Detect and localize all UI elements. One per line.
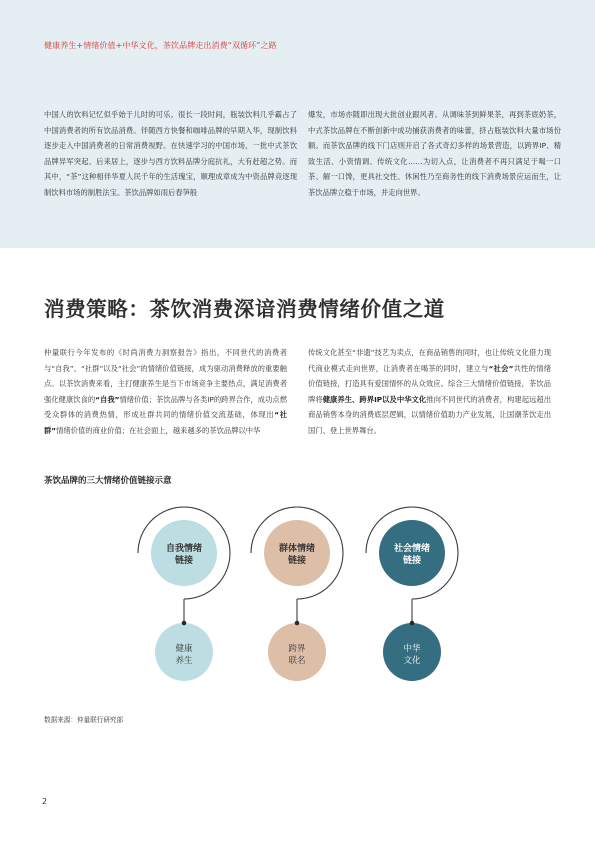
top-node-label-line2: 链接	[174, 556, 194, 566]
top-node-label-line1: 社会情绪	[393, 544, 431, 554]
bottom-node-label-line1: 健康	[175, 644, 193, 654]
top-node-label-line2: 链接	[402, 556, 422, 566]
emphasis-text: “自我”	[95, 394, 120, 404]
body-text: 传统文化甚至“非遗”技艺为卖点，在商品销售的同时，也让传统文化借力现代商业模式走向世界，让消费者在喝茶的同时，建立与	[308, 348, 551, 373]
connector-dot	[182, 621, 187, 626]
emphasis-text: “社会”	[488, 363, 514, 373]
bottom-node-label-line2: 养生	[175, 656, 193, 666]
body-paragraph-left	[44, 345, 287, 439]
top-node-label-line2: 链接	[287, 556, 307, 566]
bottom-node-label-line1: 中华	[403, 644, 421, 654]
bottom-node-label-line2: 联名	[288, 656, 306, 666]
intro-paragraph-right: 爆发，市场亦随即出现大批创业跟风者。从调味茶到鲜果茶，再到茶底奶茶，中式茶饮品牌在不断创新中成功捕获消费者的味蕾，挤占瓶装饮料大量市场份额。而茶饮品牌的线下门店则开启了各式奇幻多样的场景营造，以跨界IP、精致生活、小资情调、传统文化……为切入点，让消费者不再只满足于喝一口茶、解一口馋，更具社交性、休闲性乃至商务性的线下消费场景应运而生，让茶饮品牌立稳于市场，并走向世界。	[308, 110, 561, 197]
page-number: 2	[42, 797, 48, 806]
data-source-note: 数据来源：仲量联行研究部	[44, 716, 124, 724]
top-node-label-line1: 群体情绪	[278, 544, 316, 554]
section-title: 消费策略：茶饮消费深谙消费情绪价值之道	[44, 297, 445, 321]
body-text: 共性的情绪价值链接，打造具有爱国情怀的从众效应。综合三大情绪价值链接，茶饮品牌将	[308, 363, 552, 404]
emphasis-text: 健康养生、跨界IP以及中华文化	[322, 394, 427, 404]
top-node-label-line1: 自我情绪	[165, 544, 203, 554]
body-text: 仲量联行今年发布的《时尚消费力洞察报告》指出，不同世代的消费者与“自我”、“社群”以及“社会”的情绪价值链接，成为驱动消费释放的重要触点。以茶饮消费来看，主打健康养生是当下市场竞争主要热点，满足消费者强化健康饮食的	[44, 348, 287, 404]
diagram-caption: 茶饮品牌的三大情绪价值链接示意	[44, 476, 172, 486]
body-text: 情绪价值的商业价值；在社会面上，越来越多的茶饮品牌以中华	[56, 425, 261, 435]
emotional-value-diagram	[0, 500, 595, 700]
body-text: 情绪价值；茶饮品牌与各类IP的跨界合作，成功点燃受众群体的消费热情，形成社群共同的情绪价值交流基础，体现出	[44, 394, 287, 420]
connector-dot	[410, 621, 415, 626]
body-paragraph-right	[308, 345, 551, 439]
bottom-node-label-line1: 跨界	[288, 644, 306, 654]
bottom-node-label-line2: 文化	[403, 656, 421, 666]
emphasis-text: “社群”	[44, 410, 288, 435]
intro-paragraph-left: 中国人的饮料记忆似乎始于儿时的可乐。很长一段时间，瓶装饮料几乎霸占了中国消费者的所有饮品消费。伴随西方快餐和咖啡品牌的早期入华，现制饮料逐步走入中国消费者的日常消费视野。在快速学习的中国市场，一批中式茶饮品牌异军突起、后来居上，逐步与西方饮料品牌分庭抗礼，大有赶超之势。而其中，“茶”这种相伴华夏人民千年的生活瑰宝，顺理成章成为中资品牌竞逐现制饮料市场的制胜法宝。茶饮品牌如雨后春笋般	[44, 110, 297, 197]
running-header-title: 健康养生+情绪价值+中华文化，茶饮品牌走出消费“双循环”之路	[44, 41, 277, 50]
connector-dot	[295, 621, 300, 626]
body-text: 推向不同世代的消费者，构建起远超出商品销售本身的消费底层逻辑，以情绪价值助力产业发展，让国潮茶饮走出国门、登上世界舞台。	[308, 394, 552, 435]
